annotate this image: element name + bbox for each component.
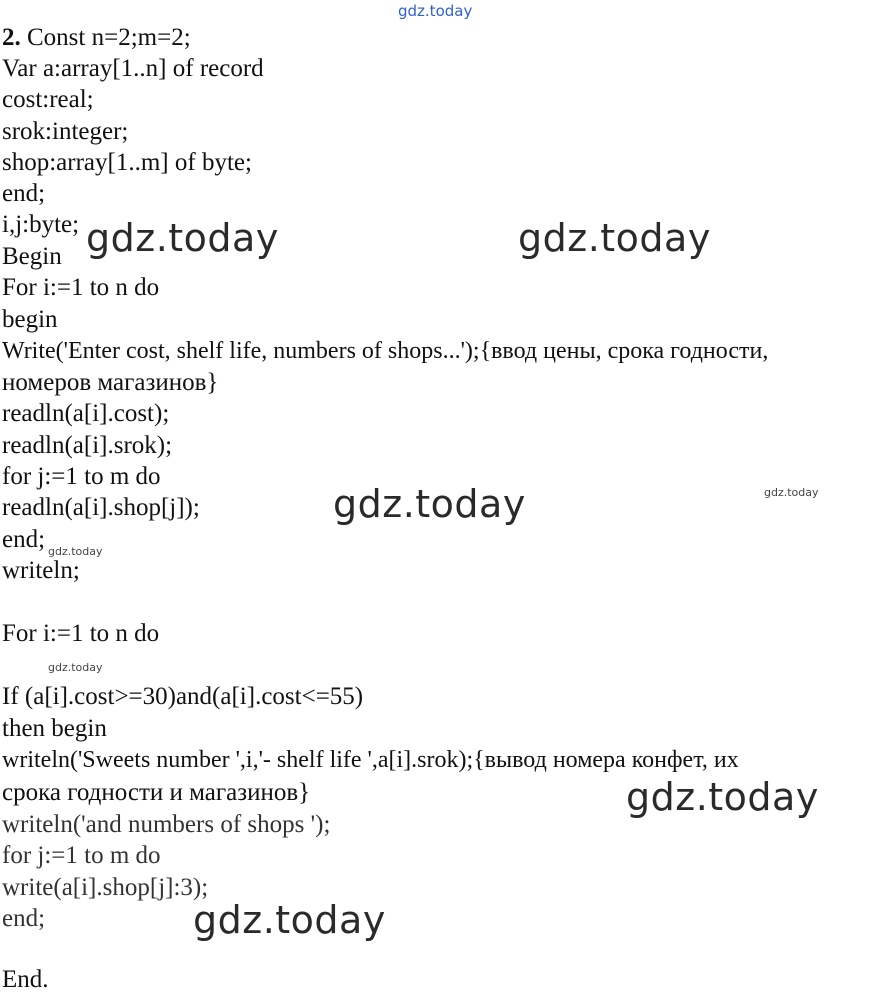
watermark-big-5: gdz.today	[193, 898, 386, 942]
watermark-top: gdz.today	[398, 2, 473, 20]
code-line-21: then begin	[2, 715, 107, 742]
watermark-big-2: gdz.today	[518, 216, 711, 260]
code-line-22: writeln('Sweets number ',i,'- shelf life ',a[i].srok);{вывод номера конфет, их	[2, 747, 739, 773]
code-line-28: End.	[2, 966, 49, 993]
code-line-15: for j:=1 to m do	[2, 463, 161, 490]
code-line-10: begin	[2, 306, 58, 333]
problem-number: 2.	[2, 24, 21, 51]
code-line-7: i,j:byte;	[2, 211, 80, 238]
code-line-11: Write('Enter cost, shelf life, numbers of shops...');{ввод цены, срока годности,	[2, 338, 769, 364]
watermark-big-3: gdz.today	[333, 482, 526, 526]
code-line-14: readln(a[i].srok);	[2, 432, 173, 459]
code-line-1	[2, 22, 191, 53]
watermark-big-4: gdz.today	[626, 775, 819, 819]
code-line-19: For i:=1 to n do	[2, 620, 160, 647]
watermark-big-1: gdz.today	[86, 216, 279, 260]
code-line-27: end;	[2, 905, 46, 932]
code-line-6: end;	[2, 180, 46, 207]
watermark-small-2: gdz.today	[48, 545, 103, 558]
code-line-5: shop:array[1..m] of byte;	[2, 149, 252, 176]
code-line-16: readln(a[i].shop[j]);	[2, 494, 200, 521]
code-line-17: end;	[2, 526, 46, 553]
watermark-small-1: gdz.today	[764, 486, 819, 499]
code-text: Const n=2;m=2;	[27, 24, 191, 51]
code-line-2: Var a:array[1..n] of record	[2, 55, 264, 82]
code-line-12: номеров магазинов}	[2, 369, 219, 396]
code-line-20: If (a[i].cost>=30)and(a[i].cost<=55)	[2, 683, 364, 710]
code-line-4: srok:integer;	[2, 118, 129, 145]
code-line-25: for j:=1 to m do	[2, 842, 161, 869]
code-line-24: writeln('and numbers of shops ');	[2, 811, 331, 838]
code-line-9: For i:=1 to n do	[2, 274, 160, 301]
code-line-13: readln(a[i].cost);	[2, 400, 170, 427]
code-line-3: cost:real;	[2, 86, 94, 113]
code-line-18: writeln;	[2, 557, 80, 584]
code-line-8: Begin	[2, 243, 62, 270]
code-line-23: срока годности и магазинов}	[2, 779, 311, 806]
code-line-26: write(a[i].shop[j]:3);	[2, 874, 209, 901]
watermark-small-3: gdz.today	[48, 661, 103, 674]
